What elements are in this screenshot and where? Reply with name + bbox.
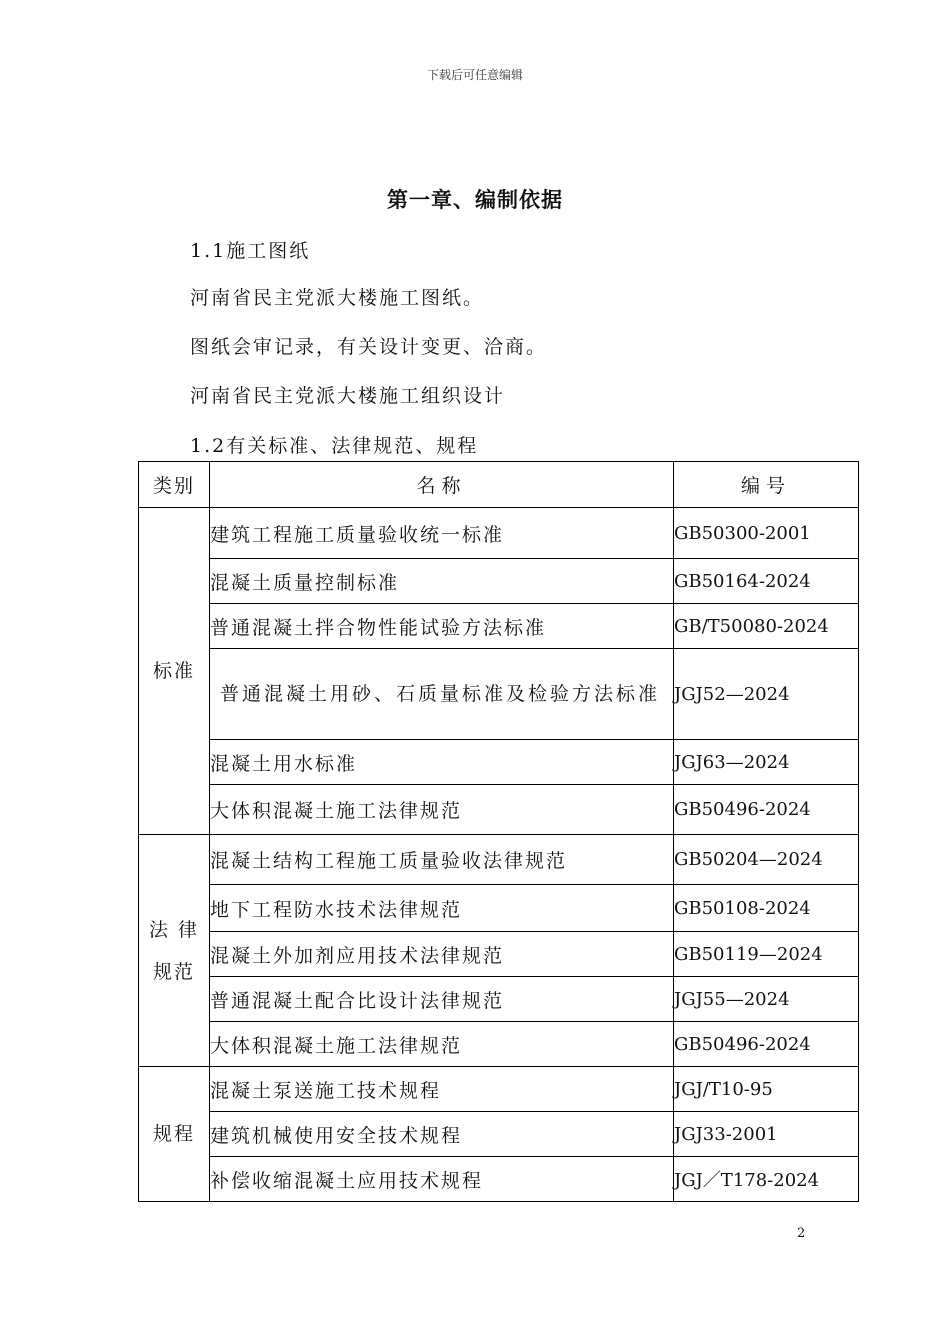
table-row	[139, 785, 859, 835]
category-codes: 法 律 规范	[139, 835, 210, 1067]
table-row	[139, 649, 859, 740]
standard-name: 混凝土用水标准	[210, 740, 674, 785]
page-number: 2	[797, 1226, 806, 1241]
category-standards: 标准	[139, 508, 210, 835]
table-row	[139, 604, 859, 649]
paragraph-construction-design: 河南省民主党派大楼施工组织设计	[190, 385, 506, 407]
standard-code: JGJ63—2024	[674, 740, 859, 785]
table-header-row	[139, 462, 859, 508]
table-row	[139, 885, 859, 932]
standards-table	[138, 461, 859, 1202]
paragraph-review-records: 图纸会审记录，有关设计变更、洽商。	[190, 336, 548, 358]
paragraph-drawings: 河南省民主党派大楼施工图纸。	[190, 287, 485, 309]
table-row	[139, 835, 859, 885]
table-row	[139, 932, 859, 977]
header-category: 类别	[139, 462, 210, 508]
header-note: 下载后可任意编辑	[426, 68, 523, 82]
standard-name: 地下工程防水技术法律规范	[210, 885, 674, 932]
standard-name: 普通混凝土拌合物性能试验方法标准	[210, 604, 674, 649]
standard-code: JGJ55—2024	[674, 977, 859, 1022]
standard-code: GB50204—2024	[674, 835, 859, 885]
standard-code: GB50496-2024	[674, 785, 859, 835]
standard-name: 普通混凝土用砂、石质量标准及检验方法标准	[210, 649, 674, 740]
standard-name: 大体积混凝土施工法律规范	[210, 1022, 674, 1067]
table-row	[139, 1112, 859, 1157]
standard-code: JGJ/T10-95	[674, 1067, 859, 1112]
standard-code: GB/T50080-2024	[674, 604, 859, 649]
standard-name: 混凝土泵送施工技术规程	[210, 1067, 674, 1112]
table-row	[139, 1022, 859, 1067]
category-procedures: 规程	[139, 1067, 210, 1202]
standard-code: JGJ33-2001	[674, 1112, 859, 1157]
standard-code: GB50164-2024	[674, 559, 859, 604]
chapter-title: 第一章、编制依据	[387, 187, 563, 212]
standard-name: 混凝土质量控制标准	[210, 559, 674, 604]
standard-name: 混凝土外加剂应用技术法律规范	[210, 932, 674, 977]
table-row	[139, 559, 859, 604]
table-row	[139, 508, 859, 559]
table-row	[139, 977, 859, 1022]
table-row	[139, 1157, 859, 1202]
standard-code: GB50119—2024	[674, 932, 859, 977]
standard-code: JGJ／T178-2024	[674, 1157, 859, 1202]
table-row	[139, 1067, 859, 1112]
standard-code: GB50300-2001	[674, 508, 859, 559]
standard-code: GB50496-2024	[674, 1022, 859, 1067]
section-heading-standards: 1.2有关标准、法律规范、规程	[190, 435, 479, 457]
standard-name: 普通混凝土配合比设计法律规范	[210, 977, 674, 1022]
standard-code: JGJ52—2024	[674, 649, 859, 740]
standard-name: 建筑机械使用安全技术规程	[210, 1112, 674, 1157]
standard-name: 大体积混凝土施工法律规范	[210, 785, 674, 835]
header-code: 编号	[674, 462, 859, 508]
standard-name: 补偿收缩混凝土应用技术规程	[210, 1157, 674, 1202]
standard-code: GB50108-2024	[674, 885, 859, 932]
table-row	[139, 740, 859, 785]
section-heading-drawings: 1.1施工图纸	[190, 240, 311, 262]
standard-name: 建筑工程施工质量验收统一标准	[210, 508, 674, 559]
standard-name: 混凝土结构工程施工质量验收法律规范	[210, 835, 674, 885]
header-name: 名称	[210, 462, 674, 508]
